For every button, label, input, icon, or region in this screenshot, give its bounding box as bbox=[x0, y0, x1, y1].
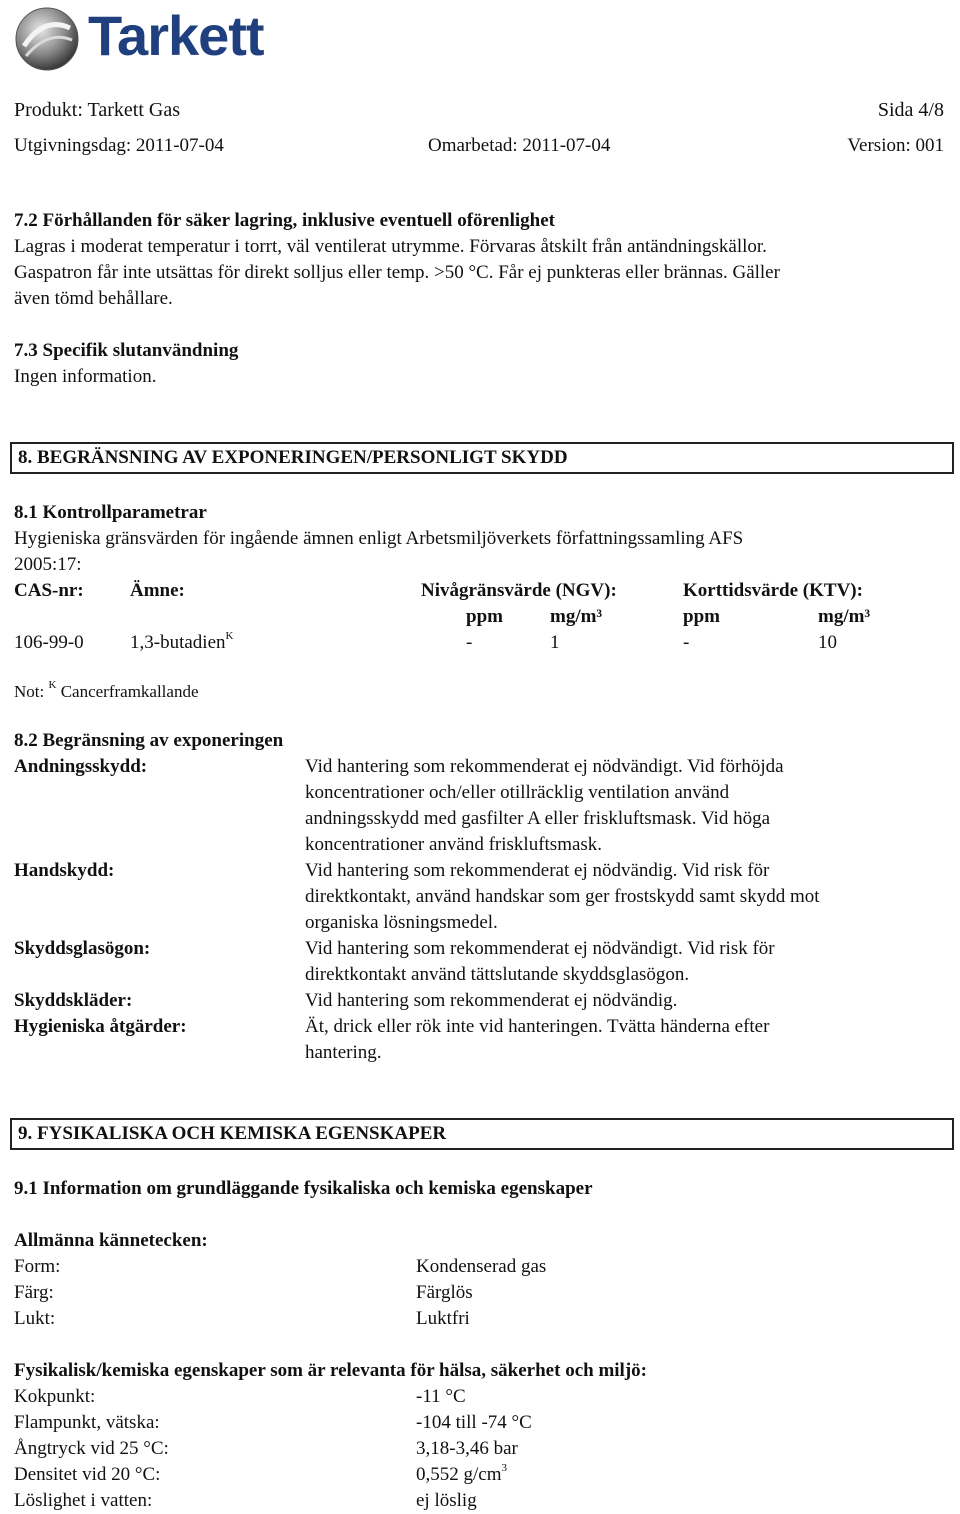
property-value: Luktfri bbox=[416, 1308, 470, 1329]
section-8-1-text: Hygieniska gränsvärden för ingående ämnen enligt Arbetsmiljöverkets författningssamling AFS bbox=[14, 528, 744, 549]
general-title: Allmänna kännetecken: bbox=[14, 1230, 208, 1251]
protection-text: koncentrationer och/eller otillräcklig ventilation använd bbox=[305, 782, 730, 803]
table-header-ngv: Nivågränsvärde (NGV): bbox=[421, 580, 617, 601]
property-value: ej löslig bbox=[416, 1490, 477, 1511]
property-value: Färglös bbox=[416, 1282, 473, 1303]
table-cell-cas: 106-99-0 bbox=[14, 632, 84, 653]
section-7-3-title: 7.3 Specifik slutanvändning bbox=[14, 340, 239, 361]
section-9-1-title: 9.1 Information om grundläggande fysikaliska och kemiska egenskaper bbox=[14, 1178, 593, 1199]
protection-label: Hygieniska åtgärder: bbox=[14, 1016, 187, 1037]
property-value: Kondenserad gas bbox=[416, 1256, 547, 1277]
issue-date: Utgivningsdag: 2011-07-04 bbox=[14, 135, 224, 156]
protection-text: Ät, drick eller rök inte vid hanteringen. Tvätta händerna efter bbox=[305, 1016, 770, 1037]
section-9-heading: 9. FYSIKALISKA OCH KEMISKA EGENSKAPER bbox=[10, 1118, 954, 1150]
property-label: Löslighet i vatten: bbox=[14, 1490, 153, 1511]
table-cell-substance: 1,3-butadien$^K$ bbox=[130, 630, 234, 653]
property-label: Ångtryck vid 25 °C: bbox=[14, 1438, 169, 1459]
table-header-substance: Ämne: bbox=[130, 580, 185, 601]
section-7-2-line: Gaspatron får inte utsättas för direkt solljus eller temp. >50 °C. Får ej punkteras eller brännas. Gäller bbox=[14, 262, 780, 283]
protection-text: andningsskydd med gasfilter A eller friskluftsmask. Vid höga bbox=[305, 808, 770, 829]
table-note: Not: $^K$ Cancerframkallande bbox=[14, 679, 199, 701]
table-header-cas: CAS-nr: bbox=[14, 580, 84, 601]
section-7-2-line: även tömd behållare. bbox=[14, 288, 173, 309]
section-8-1-text: 2005:17: bbox=[14, 554, 82, 575]
tarkett-logo-icon bbox=[14, 6, 80, 72]
table-header-mg: mg/m³ bbox=[550, 606, 603, 627]
protection-text: Vid hantering som rekommenderat ej nödvändigt. Vid förhöjda bbox=[305, 756, 784, 777]
table-cell-ktv-ppm: - bbox=[683, 632, 690, 653]
table-cell-ngv-ppm: - bbox=[466, 632, 473, 653]
property-value: 3,18-3,46 bar bbox=[416, 1438, 518, 1459]
property-label: Kokpunkt: bbox=[14, 1386, 96, 1407]
product-name: Produkt: Tarkett Gas bbox=[14, 99, 180, 121]
protection-text: hantering. bbox=[305, 1042, 382, 1063]
page-number: Sida 4/8 bbox=[877, 99, 944, 121]
protection-label: Andningsskydd: bbox=[14, 756, 148, 777]
section-7-3-text: Ingen information. bbox=[14, 366, 157, 387]
table-header-ktv: Korttidsvärde (KTV): bbox=[683, 580, 863, 601]
revised-date: Omarbetad: 2011-07-04 bbox=[428, 135, 611, 156]
version: Version: 001 bbox=[847, 135, 944, 156]
tarkett-logo bbox=[14, 6, 324, 72]
property-label: Densitet vid 20 °C: bbox=[14, 1464, 161, 1485]
table-header-ppm: ppm bbox=[466, 606, 503, 627]
property-label: Lukt: bbox=[14, 1308, 56, 1329]
table-header-ppm: ppm bbox=[683, 606, 720, 627]
table-cell-ktv-mg: 10 bbox=[818, 632, 837, 653]
logo-wordmark: Tarkett bbox=[88, 4, 264, 67]
section-8-1-title: 8.1 Kontrollparametrar bbox=[14, 502, 207, 523]
protection-text: Vid hantering som rekommenderat ej nödvändig. bbox=[305, 990, 678, 1011]
protection-text: Vid hantering som rekommenderat ej nödvändigt. Vid risk för bbox=[305, 938, 775, 959]
protection-text: koncentrationer använd friskluftsmask. bbox=[305, 834, 603, 855]
properties-title: Fysikalisk/kemiska egenskaper som är relevanta för hälsa, säkerhet och miljö: bbox=[14, 1360, 647, 1381]
section-8-heading: 8. BEGRÄNSNING AV EXPONERINGEN/PERSONLIGT SKYDD bbox=[10, 442, 954, 474]
protection-label: Skyddsglasögon: bbox=[14, 938, 151, 959]
section-8-2-title: 8.2 Begränsning av exponeringen bbox=[14, 730, 284, 751]
property-label: Färg: bbox=[14, 1282, 54, 1303]
property-value: -11 °C bbox=[416, 1386, 466, 1407]
property-value: 0,552 $g/cm^3$ bbox=[416, 1462, 507, 1485]
property-label: Form: bbox=[14, 1256, 61, 1277]
property-label: Flampunkt, vätska: bbox=[14, 1412, 160, 1433]
protection-text: direktkontakt, använd handskar som ger frostskydd samt skydd mot bbox=[305, 886, 820, 907]
protection-text: organiska lösningsmedel. bbox=[305, 912, 498, 933]
protection-label: Skyddskläder: bbox=[14, 990, 133, 1011]
property-value: -104 till -74 °C bbox=[416, 1412, 532, 1433]
protection-text: direktkontakt använd tättslutande skyddsglasögon. bbox=[305, 964, 690, 985]
section-7-2-title: 7.2 Förhållanden för säker lagring, inklusive eventuell oförenlighet bbox=[14, 210, 555, 231]
protection-label: Handskydd: bbox=[14, 860, 115, 881]
table-header-mg: mg/m³ bbox=[818, 606, 871, 627]
footnote-marker: K bbox=[225, 630, 234, 642]
protection-text: Vid hantering som rekommenderat ej nödvändig. Vid risk för bbox=[305, 860, 770, 881]
section-7-2-line: Lagras i moderat temperatur i torrt, väl ventilerat utrymme. Förvaras åtskilt från antändningskällor. bbox=[14, 236, 767, 257]
table-cell-ngv-mg: 1 bbox=[550, 632, 560, 653]
